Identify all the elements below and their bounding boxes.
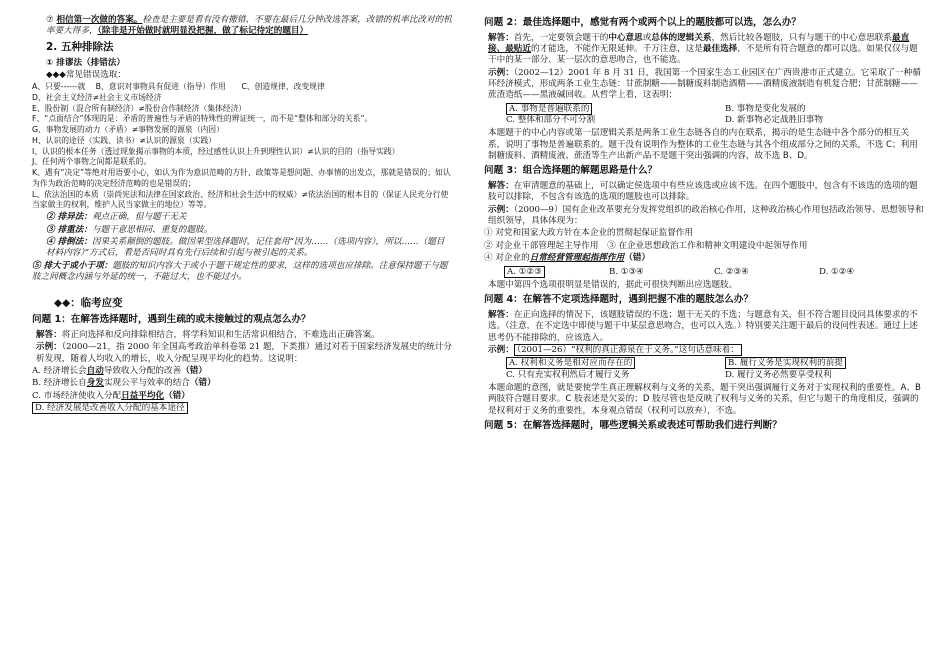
method-4	[32, 237, 452, 260]
question-4-analysis: 本题命题的意图，就是要使学生真正理解权利与义务的关系，题干突出强调履行义务对于实现权利的重要性。A、B 两肢符合题目要求。C 肢表述是欠妥的；D 肢尽管也是反映了权利与义务的关系，但它与题干的角度相反，强调的是权利对于义务的重要性，本身观点错误（权利可以放弃），不选。	[488, 382, 921, 416]
option-c: C. 只有充实权利然后才履行义务	[506, 369, 630, 380]
option-c	[32, 391, 452, 402]
option-b	[725, 358, 924, 369]
question-3-options	[484, 267, 924, 278]
method-2-text: 观点正确，但与题干无关	[91, 212, 187, 223]
item-2-3	[484, 241, 924, 252]
item-3: ③ 在企业思想政治工作和精神文明建设中起领导作用	[607, 240, 808, 251]
question-3-analysis: 本题中第四个选项很明显是错误的，据此可很快判断出应选题肢。	[488, 279, 738, 290]
common-errors-title: ◆◆◆常见错误选取：	[46, 69, 126, 80]
option-a-boxed: A. 权利和义务是相对应而存在的	[506, 357, 635, 369]
answer-part: 首先，一定要领会题干的	[513, 32, 609, 43]
answer-label: 解答：	[488, 32, 514, 43]
example-text: （2000—21，指 2000 年全国高考政治单科卷第 21 题，下类推）通过对若干国家经济发展史的统计分析发现，随着人均收入的增长，收入分配呈现平均化的趋势。这说明：	[36, 342, 453, 364]
option-a	[506, 104, 705, 115]
question-4-heading: 问题 4：在解答不定项选择题时，遇到把握不准的题肢怎么办？	[484, 294, 754, 306]
tip-7-note: （除非是开始做时就明显没把握，做了标记待定的题目）	[97, 26, 309, 37]
example-label: 示例：	[36, 342, 62, 353]
question-1-options	[32, 366, 452, 414]
error-item: A、只要------就 B、意识对事物具有促进（指导）作用 C、创造规律、改变规律	[32, 82, 325, 92]
method-3	[32, 225, 452, 236]
option-b-text: B. 经济增长自	[32, 378, 87, 389]
option-b-rest: 实现公平与效率的结合	[103, 378, 190, 389]
method-5-label: ⑤ 排大于或小于项：	[32, 260, 113, 271]
item-1: ① 对党和国家大政方针在本企业的贯彻起保证监督作用	[484, 228, 693, 239]
tip-7	[32, 15, 452, 38]
option-d: D. ①②④	[819, 266, 855, 277]
option-c-text: C. 市场经济使收入分配	[32, 390, 122, 401]
answer-label: 解答：	[36, 329, 62, 340]
error-item: D、社会主义经济≠社会主义市场经济	[32, 92, 162, 102]
option-a	[32, 366, 452, 377]
option-d: D. 履行义务必然要享受权利	[725, 369, 832, 380]
answer-part: ，不是所有符合题意的都可以选。如果仅仅与题干中的某一部分、某一层次的意思吻合，也不能选。	[488, 44, 918, 66]
method-2-label: ② 排异法：	[46, 212, 92, 223]
question-4-options	[484, 358, 924, 381]
option-c: C. ②③④	[714, 266, 749, 277]
method-3-label: ③ 排重法：	[46, 224, 92, 235]
method-1-title: ① 排谬法（排错法）	[46, 57, 126, 68]
left-column	[32, 14, 452, 415]
answer-part: ，然后比较各题肢，只有与题干的中心意思联系	[711, 32, 892, 43]
error-item: F、“点面结合”体现的是：矛盾的普遍性与矛盾的特殊性的辨证统一，而不是“整体和部分的关系”。	[32, 114, 373, 124]
question-2-heading: 问题 2：最佳选择题中，感觉有两个或两个以上的题肢都可以选，怎么办？	[484, 17, 802, 28]
example-label: 示例：	[488, 204, 514, 215]
question-3-example	[484, 205, 924, 228]
answer-text: 在审清题意的基础上，可以确定侯选项中有些应该选或应该不选。在四个题肢中，包含有不该选的选项的题肢可以排除，不包含有该选的选项的题肢也可以排除。	[488, 181, 918, 203]
answer-part: 中心意思	[608, 32, 643, 43]
section-2-title: 2. 五种排除法	[46, 40, 114, 53]
method-3-text: 与题干意思相同、重复的题肢。	[91, 224, 213, 235]
tip-7-text: 检查是主要是看有没有搬错、不要在最后几分钟改选答案，改错的机率比改对的机率要大得多，	[46, 15, 452, 37]
option-a-rest: 导致收入分配的改善	[103, 365, 182, 376]
option-a-boxed: A. ①②③	[504, 266, 545, 278]
option-c: C. 整体和部分不可分割	[506, 115, 596, 126]
option-b-mark: （错）	[189, 378, 216, 389]
example-label: 示例：	[488, 344, 514, 355]
question-2-options	[484, 104, 924, 127]
answer-part: 或	[642, 32, 652, 43]
answer-part: 最佳选择	[702, 44, 738, 54]
option-b: B. 事物是变化发展的	[725, 103, 806, 114]
answer-part: 的才能选，不能作无限延伸。千万注意，这是	[530, 44, 703, 54]
answer-text: 在正向选择的情况下，该题肢错误的不选；题干无关的不选；与题意有关，但不符合题目设问具体要求的不选。（注意，在不定选中即使与题干中某层意思吻合，也可以入选。）特别要关注题干最后的设问性表述。通过上述思考仍不能排除的，应该选入。	[488, 309, 918, 343]
tip-7-num: ⑦	[46, 15, 54, 25]
option-a	[504, 267, 609, 278]
question-2-analysis: 本题题干的中心内容或第一层逻辑关系是两条工业生态链各自的内在联系，揭示的是生态链中各个部分的相互关系，说明了事物是普遍联系的。题干没有说明作为整体的工业生态链与其各个组成部分之间的关系，不选 C；利用制糖废料、酒精废液、蔗渣等生产出新产品不是题干突出强调的内容，故不选 B、D。	[488, 128, 918, 162]
tip-7-bold: 相信第一次做的答案。	[56, 15, 143, 25]
item-4-text: ④ 对企业的	[484, 253, 530, 264]
answer-part: 总体的逻辑关系	[651, 32, 712, 43]
error-item: J、任何两个事物之间都是联系的。	[32, 157, 152, 167]
option-b	[32, 378, 452, 389]
error-item: H、认识的途径（实践、读书）≠认识的源泉（实践）	[32, 135, 216, 145]
item-4-mark: （错）	[624, 253, 651, 264]
example-label: 示例：	[488, 67, 514, 78]
error-item: G、事物发展的动力（矛盾）≠事物发展的源泉（内因）	[32, 125, 224, 135]
error-item: I、认识的根本任务（透过现象揭示事物的本质，经过感性认识上升到理性认识）≠认识的目的（指导实践）	[32, 146, 400, 156]
errors-list	[32, 82, 452, 211]
item-4-key: 日常经营管理起指挥作用	[529, 253, 625, 264]
option-d-boxed: D. 经济发展是改善收入分配的基本途径	[32, 402, 188, 414]
error-item: L、依法治国的本质（崇尚宪法和法律在国家政治、经济和社会生活中的权威）≠依法治国的根本目的（保证人民充分行使当家做主的权利，维护人民当家做主的地位）等等。	[32, 189, 449, 210]
right-column	[484, 14, 924, 436]
answer-part: 最直接、最贴近	[488, 32, 910, 54]
question-4-answer	[484, 310, 924, 344]
question-2-example	[484, 68, 924, 102]
question-1-answer	[32, 330, 452, 341]
section-title: ◆◆：临考应变	[54, 297, 123, 310]
question-3-items	[484, 228, 924, 264]
question-3-answer	[484, 181, 924, 204]
error-item: K、遇有“决定”等绝对用语要小心，如认为作为意识范畴的方针、政策等是想问题、办事情的出发点，那就是错误的；如认为作为政治范畴的决定经济范畴的也是错误的；	[32, 168, 451, 188]
option-d	[32, 403, 452, 414]
question-5-heading: 问题 5：在解答选择题时，哪些逻辑关系或表述可帮助我们进行判断？	[484, 419, 782, 431]
method-2	[32, 212, 452, 223]
question-1-heading: 问题 1：在解答选择题时，遇到生疏的或未接触过的观点怎么办？	[32, 314, 311, 326]
answer-label: 解答：	[488, 181, 514, 192]
option-b-key: 身发	[86, 378, 104, 389]
method-5	[32, 261, 452, 284]
item-4	[484, 253, 924, 264]
question-1-example	[32, 342, 452, 365]
question-4-example	[484, 345, 924, 356]
answer-text: 将正向选择和反向排除相结合，将学科知识和生活常识相结合，不难选出正确答案。	[61, 329, 380, 340]
option-b: B. ①③④	[609, 266, 644, 277]
option-a-key: 自动	[86, 365, 104, 376]
option-a-boxed: A. 事物是普遍联系的	[506, 103, 592, 115]
method-4-text: 因果关系颠倒的题肢。做因果型选择题时，记住套用“因为……（选项内容），所以……（题目材料内容）”方式后，看是否同时具有先行后续和引起与被引起的关系。	[46, 236, 445, 259]
option-d: D. 新事物必定战胜旧事物	[725, 115, 823, 126]
question-3-heading: 问题 3：组合选择题的解题思路是什么？	[484, 165, 658, 177]
question-2-answer	[484, 33, 924, 67]
option-a-mark: （错）	[181, 365, 207, 376]
method-5-text: 题肢的知识内容大于或小于题干规定性的要求，这样的选项也应排除。注意保持题干与题肢之间概念内涵与外延的统一，不能过大，也不能过小。	[32, 260, 448, 282]
item-2: ② 对企业干部管理起主导作用	[484, 240, 599, 251]
example-text: （2002—12）2001 年 8 月 31 日，我国第一个国家生态工业园区在广西贵港市正式建立。它采取了一种循环经济模式，形成两条工业生态链：甘蔗制糖——制糖废料制造酒精——酒精废液制造有机复合肥；甘蔗制糖——蔗渣造纸——黑液碱回收。从哲学上看，这表明：	[488, 67, 921, 101]
option-a	[506, 358, 705, 369]
example-text: （2001—26）“权利的真正源泉在于义务。”这句话意味着：	[514, 344, 742, 356]
option-a-text: A. 经济增长会	[32, 365, 87, 376]
answer-label: 解答：	[488, 309, 514, 320]
option-c-mark: （错）	[164, 390, 190, 401]
example-text: （2000—9）国有企业改革要充分发挥党组织的政治核心作用，这种政治核心作用包括政治领导、思想领导和组织领导，具体体现为：	[488, 204, 924, 227]
option-c-key: 日益平均化	[121, 390, 165, 401]
error-item: E、股份制（混合所有制经济）≠股份合作制经济（集体经济）	[32, 103, 247, 113]
method-4-label: ④ 排倒法：	[46, 236, 92, 247]
option-b-boxed: B. 履行义务是实现权利的前提	[725, 357, 846, 369]
